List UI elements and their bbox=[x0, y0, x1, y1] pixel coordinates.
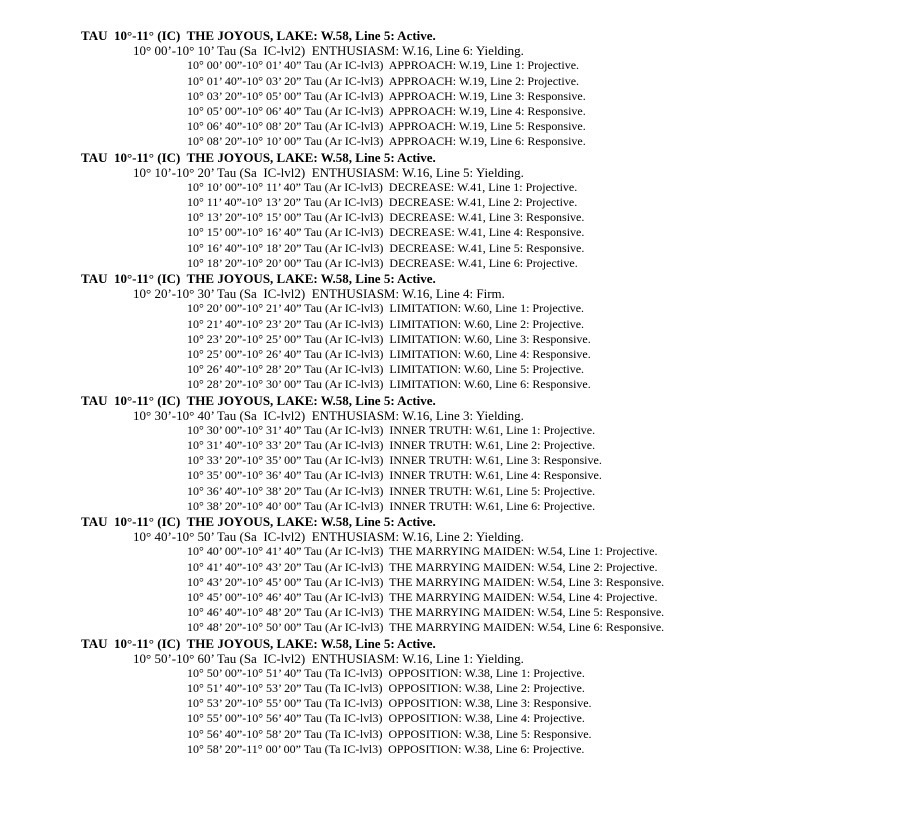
section-header: TAU 10°-11° (IC) THE JOYOUS, LAKE: W.58, Line 5: Active. bbox=[81, 271, 436, 286]
subsection-line: 10° 30’-10° 40’ Tau (Sa IC-lvl2) ENTHUSIASM: W.16, Line 3: Yielding. bbox=[133, 407, 524, 423]
entry-line: 10° 58’ 20”-11° 00’ 00” Tau (Ta IC-lvl3) OPPOSITION: W.38, Line 6: Projective. bbox=[187, 741, 585, 756]
entry-line: 10° 15’ 00”-10° 16’ 40” Tau (Ar IC-lvl3) DECREASE: W.41, Line 4: Responsive. bbox=[187, 225, 585, 240]
section-header: TAU 10°-11° (IC) THE JOYOUS, LAKE: W.58, Line 5: Active. bbox=[81, 635, 436, 651]
entry-line: 10° 20’ 00”-10° 21’ 40” Tau (Ar IC-lvl3) LIMITATION: W.60, Line 1: Projective. bbox=[187, 301, 585, 316]
section-header: TAU 10°-11° (IC) THE JOYOUS, LAKE: W.58, Line 5: Active. bbox=[81, 28, 436, 43]
section-header: TAU 10°-11° (IC) THE JOYOUS, LAKE: W.58, Line 5: Active. bbox=[81, 149, 436, 165]
entry-line: 10° 38’ 20”-10° 40’ 00” Tau (Ar IC-lvl3) INNER TRUTH: W.61, Line 6: Projective. bbox=[187, 498, 596, 513]
entry-line: 10° 50’ 00”-10° 51’ 40” Tau (Ta IC-lvl3) OPPOSITION: W.38, Line 1: Projective. bbox=[187, 665, 585, 680]
entry-line: 10° 55’ 00”-10° 56’ 40” Tau (Ta IC-lvl3) OPPOSITION: W.38, Line 4: Projective. bbox=[187, 711, 585, 726]
entry-line: 10° 00’ 00”-10° 01’ 40” Tau (Ar IC-lvl3) APPROACH: W.19, Line 1: Projective. bbox=[187, 58, 580, 73]
subsection-line: 10° 50’-10° 60’ Tau (Sa IC-lvl2) ENTHUSIASM: W.16, Line 1: Yielding. bbox=[133, 650, 524, 666]
section-6 bbox=[0, 636, 900, 758]
entry-line: 10° 40’ 00”-10° 41’ 40” Tau (Ar IC-lvl3) THE MARRYING MAIDEN: W.54, Line 1: Projective. bbox=[187, 544, 658, 559]
entry-line: 10° 05’ 00”-10° 06’ 40” Tau (Ar IC-lvl3) APPROACH: W.19, Line 4: Responsive. bbox=[187, 103, 586, 118]
entry-line: 10° 10’ 00”-10° 11’ 40” Tau (Ar IC-lvl3) DECREASE: W.41, Line 1: Projective. bbox=[187, 179, 578, 194]
entry-line: 10° 31’ 40”-10° 33’ 20” Tau (Ar IC-lvl3) INNER TRUTH: W.61, Line 2: Projective. bbox=[187, 438, 596, 453]
section-header: TAU 10°-11° (IC) THE JOYOUS, LAKE: W.58, Line 5: Active. bbox=[81, 392, 436, 408]
entry-line: 10° 21’ 40”-10° 23’ 20” Tau (Ar IC-lvl3) LIMITATION: W.60, Line 2: Projective. bbox=[187, 316, 585, 331]
section-1 bbox=[0, 28, 900, 150]
section-4 bbox=[0, 393, 900, 515]
entry-line: 10° 33’ 20”-10° 35’ 00” Tau (Ar IC-lvl3) INNER TRUTH: W.61, Line 3: Responsive. bbox=[187, 453, 602, 468]
section-3 bbox=[0, 271, 900, 393]
entry-line: 10° 13’ 20”-10° 15’ 00” Tau (Ar IC-lvl3) DECREASE: W.41, Line 3: Responsive. bbox=[187, 210, 585, 225]
entry-line: 10° 36’ 40”-10° 38’ 20” Tau (Ar IC-lvl3) INNER TRUTH: W.61, Line 5: Projective. bbox=[187, 483, 596, 498]
entry-line: 10° 51’ 40”-10° 53’ 20” Tau (Ta IC-lvl3) OPPOSITION: W.38, Line 2: Projective. bbox=[187, 681, 585, 696]
subsection-line: 10° 10’-10° 20’ Tau (Sa IC-lvl2) ENTHUSIASM: W.16, Line 5: Yielding. bbox=[133, 164, 524, 180]
entry-line: 10° 23’ 20”-10° 25’ 00” Tau (Ar IC-lvl3) LIMITATION: W.60, Line 3: Responsive. bbox=[187, 331, 591, 346]
entry-line: 10° 35’ 00”-10° 36’ 40” Tau (Ar IC-lvl3) INNER TRUTH: W.61, Line 4: Responsive. bbox=[187, 468, 602, 483]
entry-line: 10° 11’ 40”-10° 13’ 20” Tau (Ar IC-lvl3) DECREASE: W.41, Line 2: Projective. bbox=[187, 195, 578, 210]
entry-line: 10° 06’ 40”-10° 08’ 20” Tau (Ar IC-lvl3) APPROACH: W.19, Line 5: Responsive. bbox=[187, 119, 586, 134]
section-2 bbox=[0, 150, 900, 272]
entry-line: 10° 53’ 20”-10° 55’ 00” Tau (Ta IC-lvl3) OPPOSITION: W.38, Line 3: Responsive. bbox=[187, 696, 592, 711]
entry-line: 10° 41’ 40”-10° 43’ 20” Tau (Ar IC-lvl3) THE MARRYING MAIDEN: W.54, Line 2: Projective. bbox=[187, 559, 658, 574]
document-body bbox=[0, 28, 900, 757]
entry-line: 10° 03’ 20”-10° 05’ 00” Tau (Ar IC-lvl3) APPROACH: W.19, Line 3: Responsive. bbox=[187, 88, 586, 103]
section-header: TAU 10°-11° (IC) THE JOYOUS, LAKE: W.58, Line 5: Active. bbox=[81, 514, 436, 529]
entry-line: 10° 46’ 40”-10° 48’ 20” Tau (Ar IC-lvl3) THE MARRYING MAIDEN: W.54, Line 5: Responsive. bbox=[187, 605, 665, 620]
subsection-line: 10° 40’-10° 50’ Tau (Sa IC-lvl2) ENTHUSIASM: W.16, Line 2: Yielding. bbox=[133, 529, 524, 545]
entry-line: 10° 18’ 20”-10° 20’ 00” Tau (Ar IC-lvl3) DECREASE: W.41, Line 6: Projective. bbox=[187, 255, 578, 270]
entry-line: 10° 08’ 20”-10° 10’ 00” Tau (Ar IC-lvl3) APPROACH: W.19, Line 6: Responsive. bbox=[187, 134, 586, 149]
entry-line: 10° 16’ 40”-10° 18’ 20” Tau (Ar IC-lvl3) DECREASE: W.41, Line 5: Responsive. bbox=[187, 240, 585, 255]
subsection-line: 10° 20’-10° 30’ Tau (Sa IC-lvl2) ENTHUSIASM: W.16, Line 4: Firm. bbox=[133, 286, 505, 302]
entry-line: 10° 01’ 40”-10° 03’ 20” Tau (Ar IC-lvl3) APPROACH: W.19, Line 2: Projective. bbox=[187, 73, 580, 88]
entry-line: 10° 45’ 00”-10° 46’ 40” Tau (Ar IC-lvl3) THE MARRYING MAIDEN: W.54, Line 4: Projective. bbox=[187, 589, 658, 604]
entry-line: 10° 30’ 00”-10° 31’ 40” Tau (Ar IC-lvl3) INNER TRUTH: W.61, Line 1: Projective. bbox=[187, 422, 596, 437]
subsection-line: 10° 00’-10° 10’ Tau (Sa IC-lvl2) ENTHUSIASM: W.16, Line 6: Yielding. bbox=[133, 43, 524, 59]
entry-line: 10° 26’ 40”-10° 28’ 20” Tau (Ar IC-lvl3) LIMITATION: W.60, Line 5: Projective. bbox=[187, 362, 585, 377]
entry-line: 10° 28’ 20”-10° 30’ 00” Tau (Ar IC-lvl3) LIMITATION: W.60, Line 6: Responsive. bbox=[187, 377, 591, 392]
entry-line: 10° 48’ 20”-10° 50’ 00” Tau (Ar IC-lvl3) THE MARRYING MAIDEN: W.54, Line 6: Responsive. bbox=[187, 620, 665, 635]
entry-line: 10° 25’ 00”-10° 26’ 40” Tau (Ar IC-lvl3) LIMITATION: W.60, Line 4: Responsive. bbox=[187, 346, 591, 361]
entry-line: 10° 56’ 40”-10° 58’ 20” Tau (Ta IC-lvl3) OPPOSITION: W.38, Line 5: Responsive. bbox=[187, 726, 592, 741]
section-5 bbox=[0, 514, 900, 636]
entry-line: 10° 43’ 20”-10° 45’ 00” Tau (Ar IC-lvl3) THE MARRYING MAIDEN: W.54, Line 3: Responsive. bbox=[187, 574, 665, 589]
